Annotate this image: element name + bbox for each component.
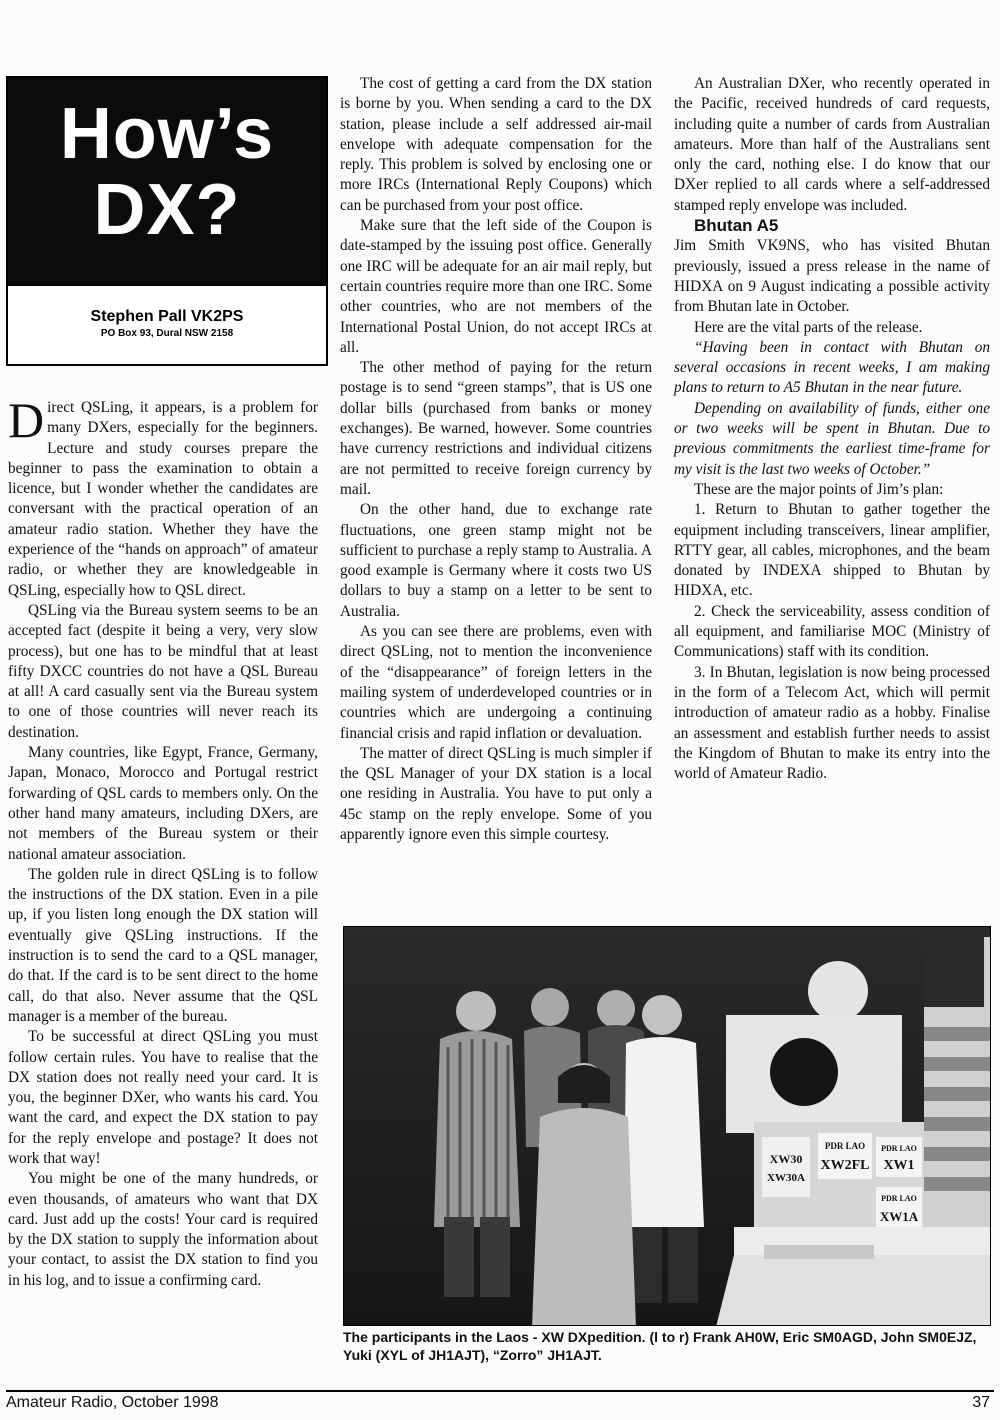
qsl-card-text: XW2FL xyxy=(820,1158,870,1173)
qsl-card-text: PDR LAO xyxy=(824,1141,866,1151)
paragraph: Many countries, like Egypt, France, Germany, Japan, Monaco, Morocco and Portugal restrict forwarding of QSL cards to members only. On the other hand many amateurs, including DXers, are not members of the Bureau system or their national amateur association. xyxy=(8,744,318,863)
quote-paragraph: Depending on availability of funds, either one or two weeks will be spent in Bhutan. Due to previous commitments the earliest time-frame for my visit is the last two weeks of October.” xyxy=(674,399,990,478)
photo-caption: The participants in the Laos - XW DXpedition. (l to r) Frank AH0W, Eric SM0AGD, John SM0EJZ, Yuki (XYL of JH1AJT), “Zorro” JH1AJT. xyxy=(343,1329,977,1363)
footer-divider xyxy=(6,1390,994,1392)
page-number: 37 xyxy=(972,1394,990,1411)
qsl-card-text: XW1A xyxy=(879,1209,919,1224)
paragraph: The matter of direct QSLing is much simpler if the QSL Manager of your DX station is a local one residing in Australia. You have to put only a 45c stamp on the reply envelope. Some of you apparently ignore even this simple courtesy. xyxy=(340,744,652,843)
qsl-card xyxy=(762,1137,810,1197)
paragraph: On the other hand, due to exchange rate fluctuations, one green stamp might not be sufficient to purchase a reply stamp to Australia. A good example is Germany where it costs two US dollars to buy a stamp on a letter to be sent to Australia. xyxy=(340,501,652,620)
title-box xyxy=(6,76,328,286)
qsl-card-text: PDR LAO xyxy=(881,1144,917,1153)
quote-paragraph: “Having been in contact with Bhutan on several occasions in recent weeks, I am making plans to return to A5 Bhutan in the near future. xyxy=(674,338,990,397)
photo-illustration xyxy=(344,927,991,1326)
qsl-card-text: PDR LAO xyxy=(881,1194,917,1203)
wall-clock xyxy=(808,961,868,1021)
paragraph: 2. Check the serviceability, assess condition of all equipment, and familiarise MOC (Ministry of Communications) staff with its condition. xyxy=(674,602,990,661)
display-table xyxy=(716,1227,991,1326)
title-line-1: How’s xyxy=(59,94,275,174)
author-name: Stephen Pall VK2PS xyxy=(90,308,244,325)
paragraph: Here are the vital parts of the release. xyxy=(694,318,923,336)
japan-flag xyxy=(726,1015,902,1133)
paragraph: 3. In Bhutan, legislation is now being processed in the form of a Telecom Act, which will permit introduction of amateur radio as a hobby. Finalise an assessment and establish further needs to assist the Kingdom of Bhutan to make its entry into the world of Amateur Radio. xyxy=(674,663,990,783)
paragraph: 1. Return to Bhutan to gather together the equipment including transceivers, linear amplifier, RTTY gear, all cables, microphones, and the beam donated by INDEXA shipped to Bhutan by HIDXA, etc. xyxy=(674,501,990,600)
dxpedition-photo xyxy=(343,926,991,1326)
paragraph: These are the major points of Jim’s plan: xyxy=(694,480,944,498)
paragraph: An Australian DXer, who recently operated in the Pacific, received hundreds of card requests, including quite a number of cards from Australian amateurs. More than half of the Australians sent only the card, nothing else. I do know that our DXer replied to all cards where a self-addressed stamped reply envelope was included. xyxy=(674,75,990,214)
us-flag xyxy=(924,937,991,1227)
paragraph: The golden rule in direct QSLing is to follow the instructions of the DX station. Even in a pile up, if you listen long enough the DX station will eventually give QSLing instructions. If the instruction is to send the card to a QSL manager, do that. If the card is to be sent direct to the home call, do that also. Never assume that the QSL manager is a member of the bureau. xyxy=(8,865,318,1025)
drop-cap: D xyxy=(8,392,45,448)
paragraph: You might be one of the many hundreds, or even thousands, of amateurs who want that DX card. Just add up the costs! Your card is required by the DX station to supply the information about your contact, to assist the DX station to find you in his log, and to issue a confirming card. xyxy=(8,1170,318,1289)
column-2 xyxy=(340,74,652,845)
paragraph: Make sure that the left side of the Coupon is date-stamped by the issuing post office. Generally one IRC will be adequate for an air mail reply, but certain countries require more than one IRC. Some other countries, who are not members of the International Postal Union, do not accept IRCs at all. xyxy=(340,217,652,356)
column-1 xyxy=(8,392,318,1291)
paragraph: As you can see there are problems, even with direct QSLing, not to mention the inconvenience of the “disappearance” of foreign letters in the mailing system of underdeveloped countries or in countries which are undergoing a continuing financial crisis and rapid inflation or devaluation. xyxy=(340,623,652,742)
qsl-card-text: XW1 xyxy=(883,1158,915,1173)
column-3 xyxy=(674,74,990,784)
qsl-card-text: XW30A xyxy=(767,1172,805,1184)
section-heading: Bhutan A5 xyxy=(694,216,779,236)
title-line-2: DX? xyxy=(93,170,241,250)
paragraph: The other method of paying for the return postage is to send “green stamps”, that is US one dollar bills (purchased from banks or money exchanges). Be warned, however. Some countries have currency restrictions and individual citizens are not permitted to receive foreign currency by mail. xyxy=(340,359,652,498)
paragraph: Jim Smith VK9NS, who has visited Bhutan previously, issued a press release in the name of HIDXA on 9 August indicating a possible activity from Bhutan late in October. xyxy=(674,237,990,316)
author-box xyxy=(6,286,328,366)
paragraph: The cost of getting a card from the DX station is borne by you. When sending a card to the DX station, please include a self addressed air-mail envelope with adequate compensation for the reply. This problem is solved by enclosing one or more IRCs (International Reply Coupons) which can be purchased from your post office. xyxy=(340,75,652,214)
paragraph-text: irect QSLing, it appears, is a problem for many DXers, especially for the beginners. Lecture and study courses prepare the beginner to pass the examination to obtain a licence, but I wonder whether the candidates are conversant with the practical operation of an amateur radio station. Whether they have the experience of the “hands on approach” of amateur radio, or whether they are knowledgeable in QSLing, especially how to QSL direct. xyxy=(8,399,318,599)
page-title xyxy=(8,96,326,248)
qsl-card-text: XW30 xyxy=(769,1152,803,1166)
paragraph xyxy=(8,392,318,601)
author-address: PO Box 93, Dural NSW 2158 xyxy=(100,328,234,339)
footer-publication: Amateur Radio, October 1998 xyxy=(6,1394,219,1411)
paragraph: QSLing via the Bureau system seems to be an accepted fact (despite it being a very, very slow process), but one has to be mindful that at least fifty DXCC countries do not have a QSL Bureau at all! A card casually sent via the Bureau system to one of those countries will never reach its destination. xyxy=(8,601,318,741)
paragraph: To be successful at direct QSLing you must follow certain rules. You have to realise that the DX station does not really need your card. It is you, the beginner DXer, who wants his card. You want the card, and expect the DX station to pay for the reply envelope and postage? It does not work that way! xyxy=(8,1028,318,1167)
